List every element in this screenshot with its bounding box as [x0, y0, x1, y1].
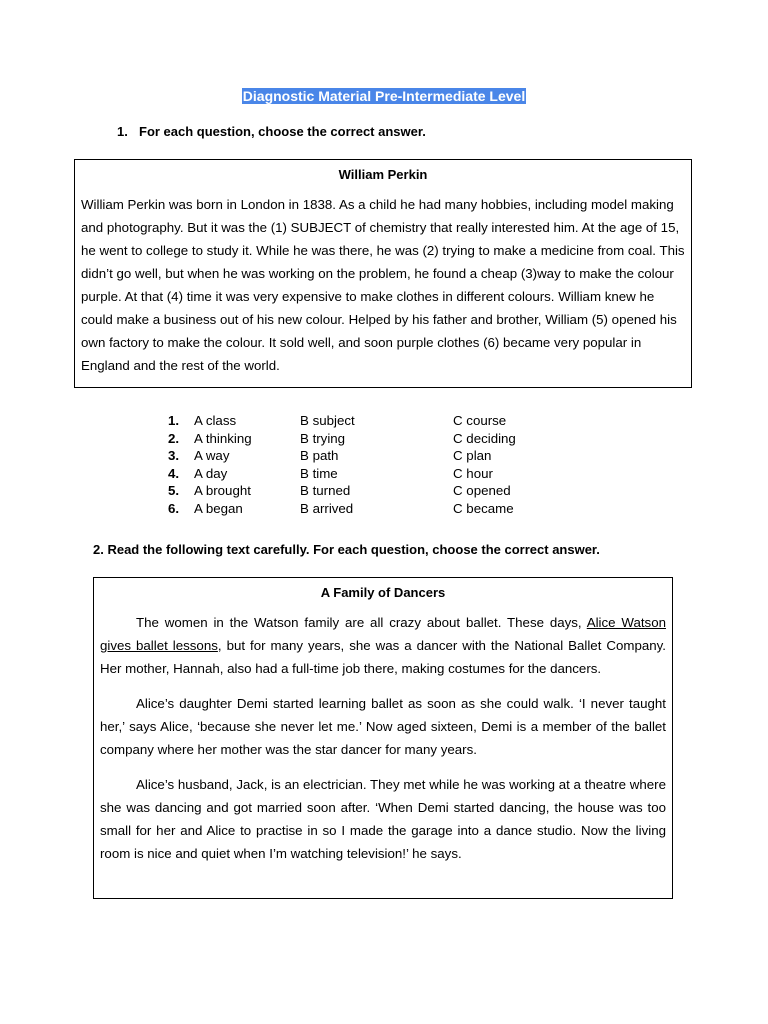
- question-1-instruction: For each question, choose the correct answer.: [139, 124, 426, 139]
- option-row: [168, 465, 568, 483]
- paragraph-1-start: The women in the Watson family are all crazy about ballet. These days,: [136, 615, 587, 630]
- option-row: [168, 412, 568, 430]
- option-b: B path: [300, 448, 339, 463]
- option-row: [168, 447, 568, 465]
- passage-text: William Perkin was born in London in 1838. As a child he had many hobbies, including model making and photography. But it was the (1) SUBJECT of chemistry that really interested him. At the age of 15, he went to college to study it. While he was there, he was (2) trying to make a medicine from coal. This didn’t go well, but when he was working on the problem, he found a cheap (3)way to make the colour purple. At that (4) time it was very expensive to make clothes in different colours. William knew he could make a business out of his new colour. Helped by his father and brother, William (5) opened his own factory to make the colour. It sold well, and soon purple clothes (6) became very popular in England and the rest of the world.: [81, 197, 685, 373]
- option-b: B trying: [300, 430, 346, 446]
- paragraph-1: [100, 611, 666, 680]
- option-number: 6.: [168, 500, 180, 516]
- option-number: 4.: [168, 465, 180, 481]
- option-c: C deciding: [453, 430, 516, 446]
- option-b: B subject: [300, 413, 355, 428]
- option-c: C hour: [453, 465, 493, 481]
- question-2-instruction: 2. Read the following text carefully. For each question, choose the correct answer.: [93, 542, 600, 557]
- passage-text: [100, 611, 666, 877]
- option-a: A day: [194, 465, 228, 481]
- option-c: C plan: [453, 448, 492, 463]
- option-number: 5.: [168, 483, 180, 498]
- option-c: C became: [453, 500, 514, 516]
- option-row: [168, 482, 568, 500]
- option-c: C opened: [453, 483, 511, 498]
- question-1-number: 1.: [117, 124, 128, 139]
- option-number: 2.: [168, 430, 180, 446]
- option-b: B time: [300, 465, 338, 481]
- underlined-phrase: Alice Watson gives ballet lessons: [100, 615, 666, 653]
- option-a: A began: [194, 500, 243, 516]
- option-number: 3.: [168, 448, 180, 463]
- option-b: B arrived: [300, 500, 354, 516]
- option-row: [168, 500, 568, 518]
- page-title: [0, 87, 768, 105]
- question-1-heading: [117, 124, 426, 139]
- paragraph-1-end: , but for many years, she was a dancer with the National Ballet Company. Her mother, Hannah, also had a full-time job there, making costumes for the dancers.: [100, 638, 666, 676]
- option-a: A class: [194, 413, 237, 428]
- paragraph-2: Alice’s daughter Demi started learning ballet as soon as she could walk. ‘I never taught her,’ says Alice, ‘because she never let me.’ Now aged sixteen, Demi is a member of the ballet company where her mother was the star dancer for many years.: [100, 696, 666, 757]
- passage-title: William Perkin: [338, 167, 428, 182]
- answer-options: [168, 412, 568, 517]
- option-a: A brought: [194, 483, 251, 498]
- option-a: A way: [194, 448, 230, 463]
- page-title-text: Diagnostic Material Pre-Intermediate Level: [242, 88, 526, 104]
- passage-title: A Family of Dancers: [320, 585, 446, 600]
- option-c: C course: [453, 413, 507, 428]
- passage-box-family-of-dancers: [93, 577, 673, 899]
- option-row: [168, 430, 568, 448]
- option-a: A thinking: [194, 430, 252, 446]
- paragraph-3: Alice’s husband, Jack, is an electrician. They met while he was working at a theatre where she was dancing and got married soon after. ‘When Demi started dancing, the house was too small for her and Alice to practise in so I made the garage into a dance studio. Now the living room is nice and quiet when I’m watching television!’ he says.: [100, 777, 666, 861]
- option-number: 1.: [168, 413, 180, 428]
- passage-box-william-perkin: [74, 159, 692, 388]
- option-b: B turned: [300, 483, 351, 498]
